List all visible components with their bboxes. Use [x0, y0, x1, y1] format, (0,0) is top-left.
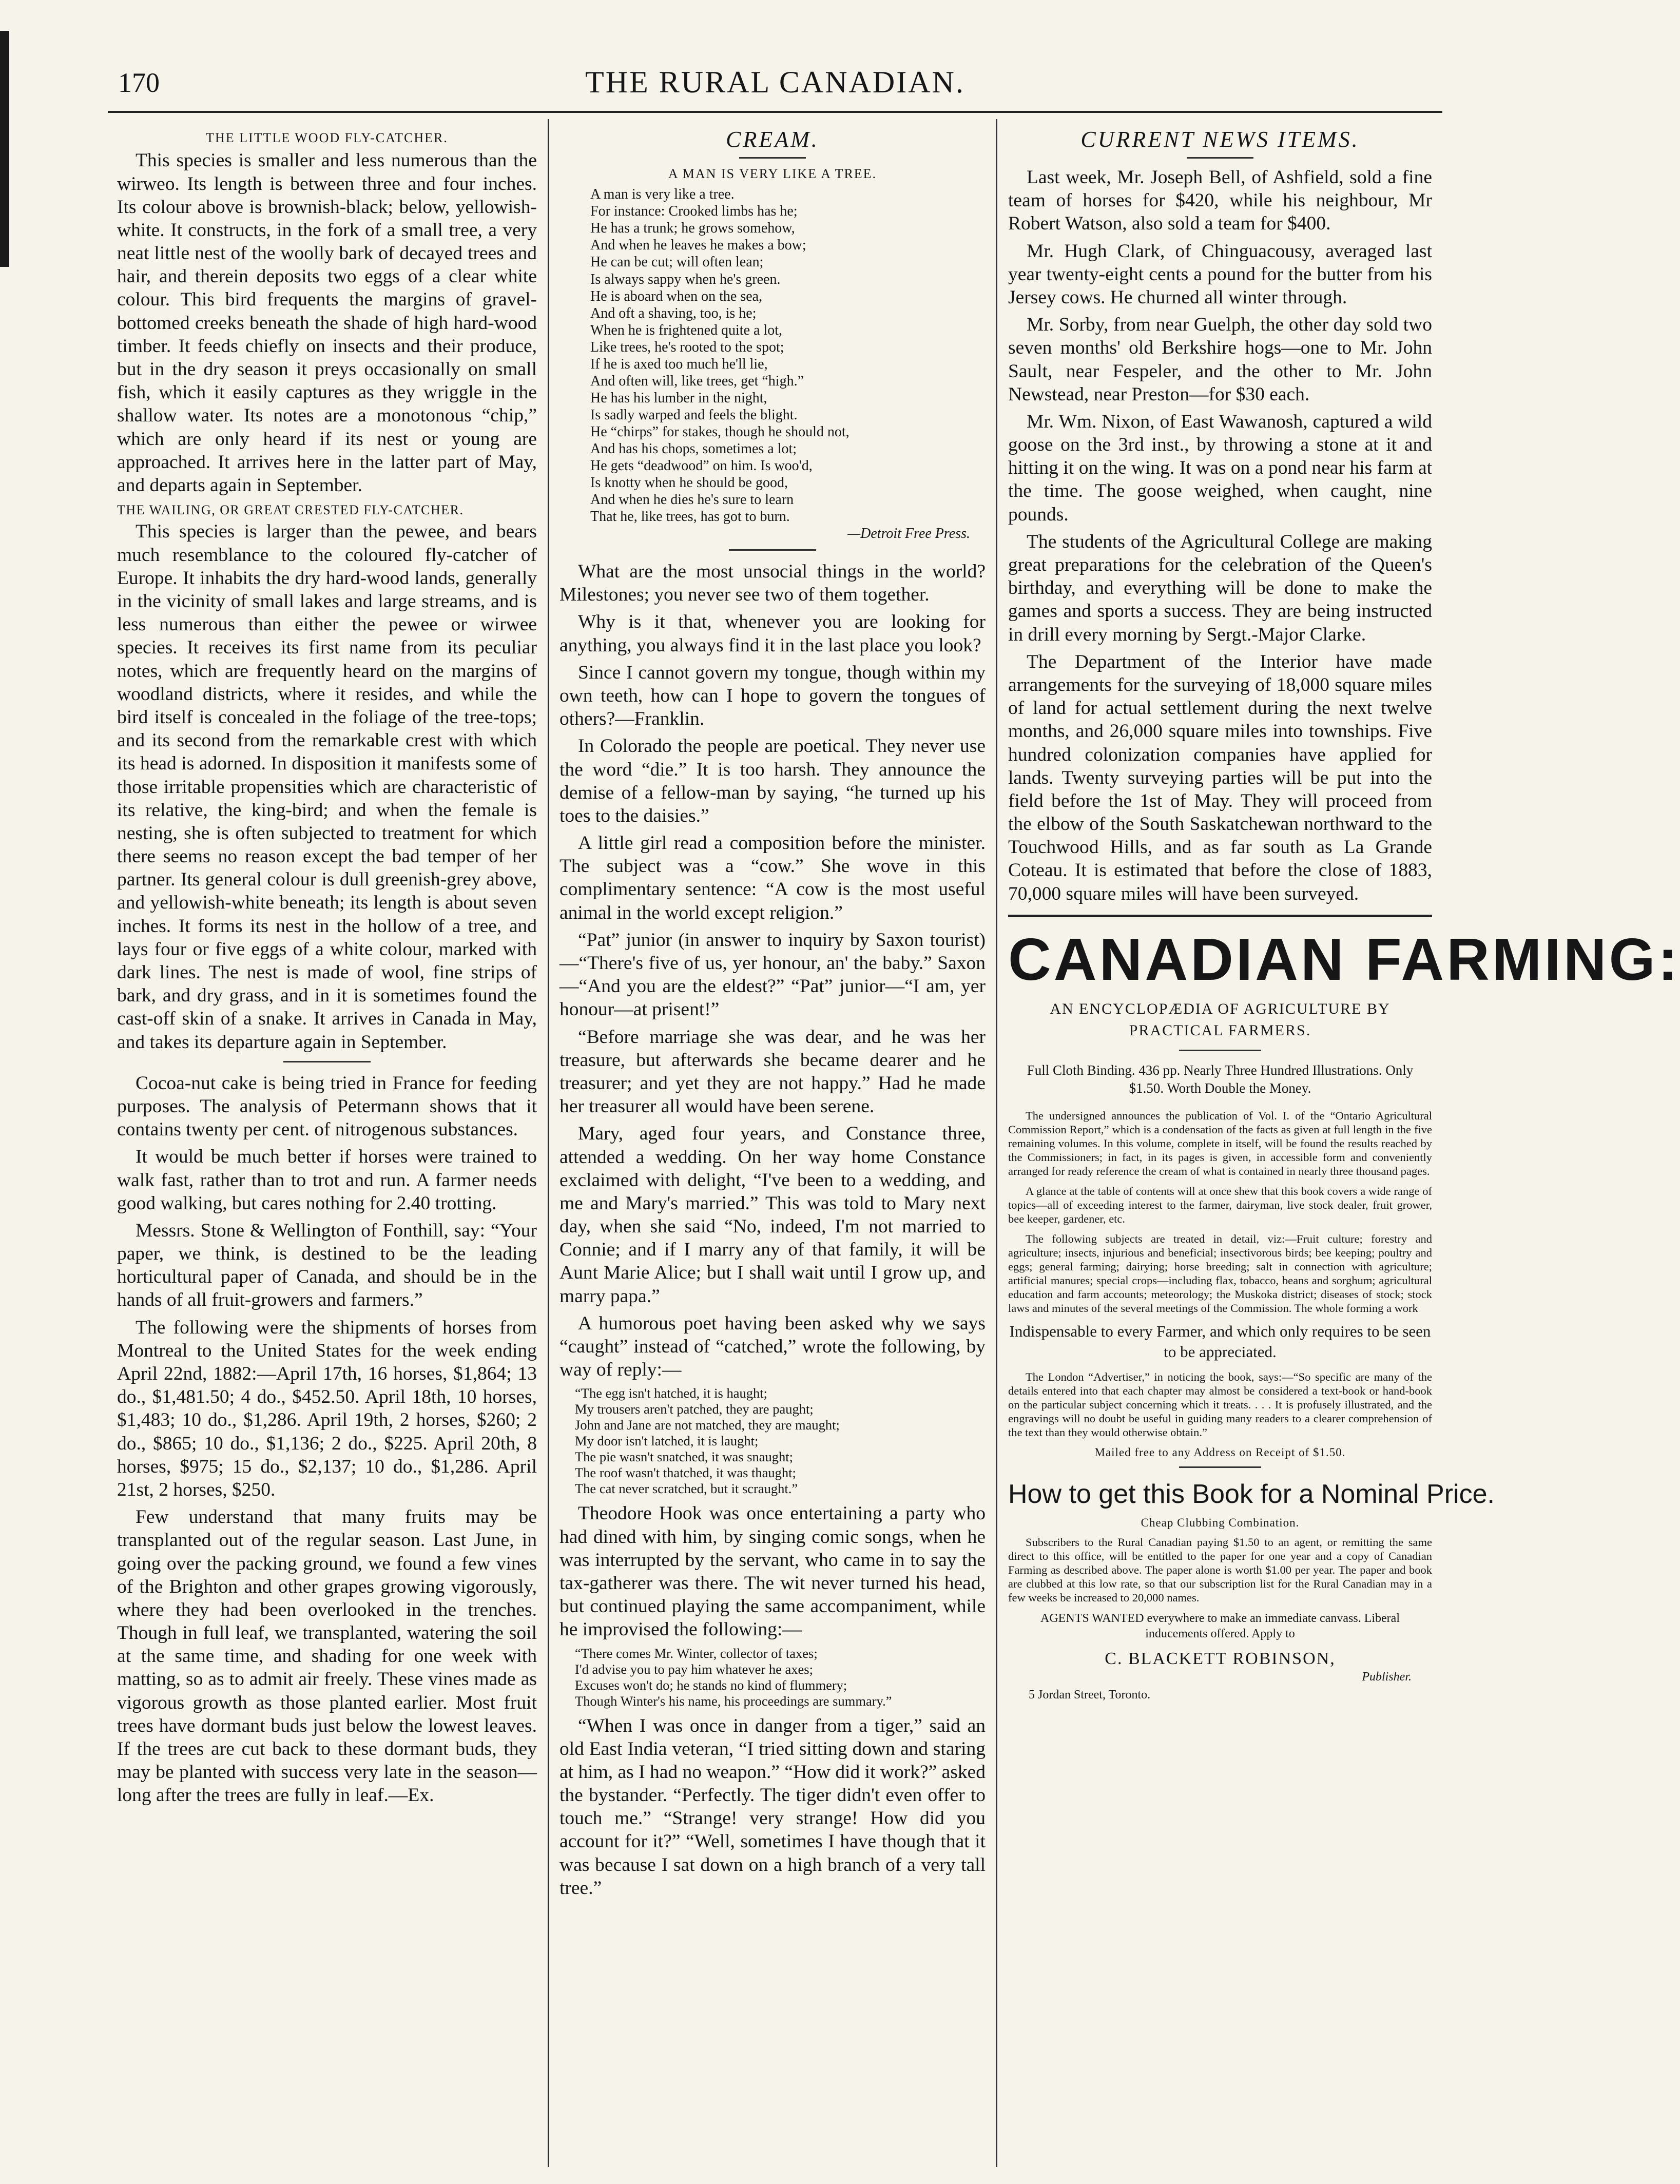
paragraph-stone-wellington: Messrs. Stone & Wellington of Fonthill, say: “Your paper, we think, is destined to be the leading horticultural paper of Canada, and should be in the hands of all fruit-growers and farmers.” — [117, 1220, 537, 1311]
paragraph-cocoa-nut: Cocoa-nut cake is being tried in France for feeding purposes. The analysis of Petermann shows that it contains twenty per cent. of nitrogenous substances. — [117, 1072, 537, 1141]
ad-clubbing-heading: Cheap Clubbing Combination. — [1141, 1516, 1300, 1529]
poem-line: He has a trunk; he grows somehow, — [590, 220, 795, 237]
paragraph-colorado: In Colorado the people are poetical. They never use the word “die.” It is too harsh. They announce the demise of a fellow-man by saying, “he turned up his toes to the daisies.” — [559, 736, 986, 826]
title-rule — [1187, 157, 1253, 159]
paragraph-theodore-hook: Theodore Hook was once entertaining a party who had dined with him, by singing comic songs, when he was interrupted by the servant, who came in to say the tax-gatherer was there. The wit never turned his head, but continued playing the same accompaniment, while he improvised the following:— — [559, 1503, 986, 1640]
ad-review: The London “Advertiser,” in noticing the book, says:—“So specific are many of the details entered into that each chapter may almost be considered a text-book or hand-book on the particular subject concerning which it treats. . . . It is profusely illustrated, and the engravings will no doubt be useful in guiding many readers to a clearer comprehension of the text than they would otherwise obtain.” — [1008, 1370, 1432, 1439]
masthead-title: THE RURAL CANADIAN. — [585, 65, 965, 99]
ad-rule — [1179, 1466, 1261, 1468]
paragraph-agricultural-college: The students of the Agricultural College are making great preparations for the celebration of the Queen's birthday, and everything will be done to make the games and sports a success. They are being instructed in drill every morning by Sergt.-Major Clarke. — [1008, 531, 1432, 645]
section-rule — [283, 1061, 371, 1062]
verse-line: The pie wasn't snatched, it was snaught; — [575, 1449, 793, 1465]
poem-line: And when he dies he's sure to learn — [590, 491, 794, 508]
paragraph-franklin: Since I cannot govern my tongue, though within my own teeth, how can I hope to govern the tongues of others?—Franklin. — [559, 662, 986, 730]
ad-mailed-free: Mailed free to any Address on Receipt of $1.50. — [1094, 1445, 1346, 1459]
paragraph-horse-shipments: The following were the shipments of horses from Montreal to the United States for the week ending April 22nd, 1882:—April 17th, 16 horses, $1,864; 13 do., $1,481.50; 4 do., $452.50. April 18th, 10 horses, $1,483; 10 do., $1,286. April 19th, 2 horses, $260; 2 do., $865; 10 do., $1,136; 2 do., $225. April 20th, 8 horses, $975; 15 do., $2,137; 10 do., $1,286. April 21st, 2 horses, $250. — [117, 1317, 537, 1500]
paragraph-sorby: Mr. Sorby, from near Guelph, the other day sold two seven months' old Berkshire hogs—one to Mr. John Sault, near Fespeler, and the other to Mr. John Newstead, near Preston—for $30 each. — [1008, 314, 1432, 405]
poem-line: And oft a shaving, too, is he; — [590, 305, 757, 321]
header-rule — [108, 111, 1442, 113]
poem-line: He gets “deadwood” on him. Is woo'd, — [590, 457, 813, 474]
ad-body-subjects: The following subjects are treated in detail, viz:—Fruit culture; forestry and agriculture; insects, injurious and beneficial; insectivorous birds; bee keeping; poultry and eggs; general farming; dairying; horse breeding; salt in connection with agriculture; artificial manures; special crops—including flax, tobacco, beans and sorghum; agricultural education and farm accounts; meteorology; the Muskoka district; diseases of stock; stock laws and minutes of the several meetings of the Commission. The whole forming a work — [1008, 1232, 1432, 1315]
poem-line: That he, like trees, has got to burn. — [590, 508, 790, 525]
poem-line: For instance: Crooked limbs has he; — [590, 203, 798, 220]
poem-line: And when he leaves he makes a bow; — [590, 237, 806, 254]
paragraph-department-interior: The Department of the Interior have made arrangements for the surveying of 18,000 square miles of land for actual settlement during the next twelve months, and 26,000 square miles into townships. Five hundred colonization companies have applied for lands. Twenty surveying parties will be put into the field before the 1st of May. They will proceed from the elbow of the South Saskatchewan northward to the Touchwood Hills, and as far south as La Grande Coteau. It is estimated that before the close of 1883, 70,000 square miles will have been surveyed. — [1008, 651, 1432, 904]
column-divider-1 — [548, 119, 549, 2167]
poem-line: He is aboard when on the sea, — [590, 288, 763, 304]
poem-line: He can be cut; will often lean; — [590, 254, 764, 270]
column-3 — [1008, 126, 1680, 1702]
paragraph-tiger: “When I was once in danger from a tiger,” said an old East India veteran, “I tried sitting down and staring at him, as I had no weapon.” “How did it work?” asked the bystander. “Perfectly. The tiger didn't even offer to touch me.” “Strange! very strange! How did you account for it?” “Well, sometimes I have though that it was because I sat down on a high branch of a very tall tree.” — [559, 1715, 986, 1899]
cream-title: CREAM. — [726, 127, 819, 152]
paragraph-transplanting-fruits: Few understand that many fruits may be transplanted out of the regular season. Last June, in going over the packing ground, we found a few vines of the Brighton and other grapes growing vigorously, where they had been overlooked in the trenches. Though in full leaf, we transplanted, watering the soil at the same time, and shading for one week with matting, so as to admit air freely. These vines made as vigorous growth as those planted earlier. Most fruit trees have dormant buds just below the lowest leaves. If the trees are cut back to these dormant buds, they may be planted with success very late in the season—long after the trees are fully in leaf.—Ex. — [117, 1506, 537, 1806]
ad-publisher-role: Publisher. — [1362, 1670, 1412, 1684]
column-1 — [117, 126, 537, 1811]
ad-subtitle: AN ENCYCLOPÆDIA OF AGRICULTURE BY PRACTICAL FARMERS. — [1050, 1000, 1391, 1039]
poem-man-like-tree — [590, 186, 986, 542]
poem-line: He has his lumber in the night, — [590, 390, 767, 406]
column-divider-2 — [996, 119, 997, 2167]
verse-line: I'd advise you to pay him whatever he axes; — [575, 1661, 813, 1677]
paragraph-wood-fly-catcher: This species is smaller and less numerous than the wirweo. Its length is between three and four inches. Its colour above is brownish-black; below, yellowish-white. It constructs, in the fork of a small tree, a very neat little nest of the woolly bark of decayed trees and hair, and therein deposits two eggs of a clear white colour. This bird frequents the margins of gravel-bottomed creeks beneath the shade of high hard-wood timber. It feeds chiefly on insects and their produce, but in the dry season it preys occasionally on small fish, which it easily captures as they wriggle in the shallow water. Its notes are a monotonous “chip,” which are only heard if its nest or young are approached. It arrives here in the latter part of May, and departs again in September. — [117, 150, 537, 496]
section-rule — [729, 549, 816, 551]
poem-line: And has his chops, sometimes a lot; — [590, 440, 797, 457]
verse-line: “The egg isn't hatched, it is haught; — [575, 1385, 767, 1401]
ad-how-to-get: How to get this Book for a Nominal Price. — [1008, 1479, 1495, 1510]
scan-edge-mark — [0, 31, 9, 267]
paragraph-mary-constance: Mary, aged four years, and Constance three, attended a wedding. On her way home Constance exclaimed with delight, “I've been to a wedding, and me and Mary's married.” This was told to Mary next day, when she said “No, indeed, I'm not married to Connie; and if I marry any of that family, it will be Aunt Marie Alice; but I shall wait until I grow up, and marry papa.” — [559, 1123, 986, 1307]
paragraph-last-place: Why is it that, whenever you are looking for anything, you always find it in the last place you look? — [559, 611, 986, 656]
paragraph-wm-nixon: Mr. Wm. Nixon, of East Wawanosh, captured a wild goose on the 3rd inst., by throwing a stone at it and hitting it on the wing. It was on a pond near his farm at the time. The goose weighed, when caught, nine pounds. — [1008, 411, 1432, 525]
poem-line: When he is frightened quite a lot, — [590, 322, 782, 338]
verse-line: Excuses won't do; he stands no kind of flummery; — [575, 1677, 847, 1693]
poem-line: If he is axed too much he'll lie, — [590, 356, 768, 372]
poem-line: Is always sappy when he's green. — [590, 271, 781, 287]
poem-heading: A MAN IS VERY LIKE A TREE. — [668, 166, 877, 182]
poem-line: Like trees, he's rooted to the spot; — [590, 339, 784, 355]
paragraph-pat-junior: “Pat” junior (in answer to inquiry by Saxon tourist)—“There's five of us, yer honour, an' the baby.” Saxon—“And you are the eldest?” “Pat” junior—“I am, yer honour—at prisent!” — [559, 929, 986, 1020]
ad-publisher-name: C. BLACKETT ROBINSON, — [1105, 1649, 1336, 1668]
poem-line: Is knotty when he should be good, — [590, 474, 788, 491]
heading-little-wood-fly-catcher: THE LITTLE WOOD FLY-CATCHER. — [206, 130, 448, 145]
ad-clubbing-offer: Subscribers to the Rural Canadian paying $1.50 to an agent, or remitting the same direct to this office, will be entitled to the paper for one year and a copy of Canadian Farming as described above. The paper alone is worth $1.00 per year. The paper and book are clubbed at this low rate, so that our subscription list for the Rural Canadian may in a few weeks be increased to 20,000 names. — [1008, 1535, 1432, 1604]
page-header — [118, 62, 1432, 108]
advertisement-canadian-farming — [1008, 915, 1680, 1703]
current-news-title: CURRENT NEWS ITEMS. — [1080, 127, 1360, 152]
ad-body-announcement: The undersigned announces the publication of Vol. I. of the “Ontario Agricultural Commission Report,” which is a condensation of the facts as given at full length in the five remaining volumes. In this volume, complete in itself, will be found the results reached by the Commissioners; in fact, in its pages is given, in accessible form and conveniently arranged for ready reference the cream of what is contained in nearly three thousand pages. — [1008, 1109, 1432, 1178]
verse-line: My trousers aren't patched, they are paught; — [575, 1401, 814, 1417]
paragraph-joseph-bell: Last week, Mr. Joseph Bell, of Ashfield, sold a fine team of horses for $420, while his neighbour, Mr Robert Watson, also sold a team for $400. — [1008, 167, 1432, 235]
column-2 — [559, 126, 986, 1904]
poem-line: He “chirps” for stakes, though he should not, — [590, 423, 849, 440]
verse-caught — [575, 1385, 986, 1497]
verse-line: My door isn't latched, it is laught; — [575, 1433, 759, 1449]
paragraph-crested-fly-catcher: This species is larger than the pewee, and bears much resemblance to the coloured fly-catcher of Europe. It inhabits the dry hard-wood lands, generally in the vicinity of small lakes and large streams, and is less numerous than either the pewee or wirwee species. It receives its first name from its peculiar notes, which are frequently heard on the margins of woodland districts, where it resides, and while the bird itself is concealed in the foliage of the tree-tops; and its second from the remarkable crest with which its head is adorned. In disposition it manifests some of those irritable propensities which are characteristic of its relative, the king-bird; and when the female is nesting, she is often subjected to treatment for which there seems no reason except the bad temper of her partner. Its general colour is dull greenish-grey above, and yellowish-white beneath; its length is about seven inches. It forms its nest in the hollow of a tree, and lays four or five eggs of a white colour, marked with dark lines. The nest is made of wool, fine strips of bark, and dry grass, and in it is sometimes found the cast-off skin of a snake. It arrives in Canada in May, and takes its departure again in September. — [117, 521, 537, 1053]
heading-great-crested-fly-catcher: THE WAILING, OR GREAT CRESTED FLY-CATCHER. — [117, 502, 464, 518]
verse-line: The cat never scratched, but it scraught.” — [575, 1481, 798, 1497]
verse-line: Though Winter's his name, his proceedings are summary.” — [575, 1693, 892, 1709]
paragraph-hugh-clark: Mr. Hugh Clark, of Chinguacousy, averaged last year twenty-eight cents a pound for the butter from his Jersey cows. He churned all winter through. — [1008, 240, 1432, 308]
paragraph-milestones: What are the most unsocial things in the world? Milestones; you never see two of them together. — [559, 561, 986, 606]
verse-line: “There comes Mr. Winter, collector of taxes; — [575, 1645, 818, 1661]
paragraph-before-marriage: “Before marriage she was dear, and he was her treasure, but afterwards she became dearer and he treasurer; and yet they are not happy.” Had he made her treasurer all would have been serene. — [559, 1026, 986, 1117]
verse-line: John and Jane are not matched, they are maught; — [575, 1417, 840, 1433]
verse-mr-winter — [575, 1646, 986, 1709]
ad-rule — [1179, 1050, 1261, 1051]
poem-line: A man is very like a tree. — [590, 186, 735, 203]
title-rule — [739, 157, 806, 159]
ad-indispensable: Indispensable to every Farmer, and which only requires to be seen to be appreciated. — [1009, 1322, 1431, 1361]
ad-title: CANADIAN FARMING: — [1008, 925, 1680, 993]
poem-line: And often will, like trees, get “high.” — [590, 373, 804, 389]
poem-line: Is sadly warped and feels the blight. — [590, 407, 798, 423]
verse-line: The roof wasn't thatched, it was thaught; — [575, 1465, 796, 1481]
ad-agents-wanted: AGENTS WANTED everywhere to make an immediate canvass. Liberal inducements offered. Apply to — [1040, 1611, 1400, 1640]
ad-body-contents: A glance at the table of contents will at once shew that this book covers a wide range of topics—all of exceeding interest to the farmer, dairyman, live stock dealer, fruit grower, bee keeper, gardener, etc. — [1008, 1185, 1432, 1226]
poem-attribution: —Detroit Free Press. — [847, 525, 970, 542]
ad-specification: Full Cloth Binding. 436 pp. Nearly Three Hundred Illustrations. Only $1.50. Worth Double the Money. — [1027, 1062, 1414, 1096]
paragraph-humorous-poet: A humorous poet having been asked why we says “caught” instead of “catched,” wrote the following, by way of reply:— — [559, 1312, 986, 1381]
ad-publisher-address: 5 Jordan Street, Toronto. — [1029, 1688, 1151, 1702]
page-number: 170 — [118, 67, 160, 98]
paragraph-horses-trained: It would be much better if horses were trained to walk fast, rather than to trot and run. A farmer needs good walking, but cares nothing for 2.40 trotting. — [117, 1146, 537, 1214]
paragraph-little-girl: A little girl read a composition before the minister. The subject was a “cow.” She wove in this complimentary sentence: “A cow is the most useful animal in the world except religion.” — [559, 833, 986, 923]
